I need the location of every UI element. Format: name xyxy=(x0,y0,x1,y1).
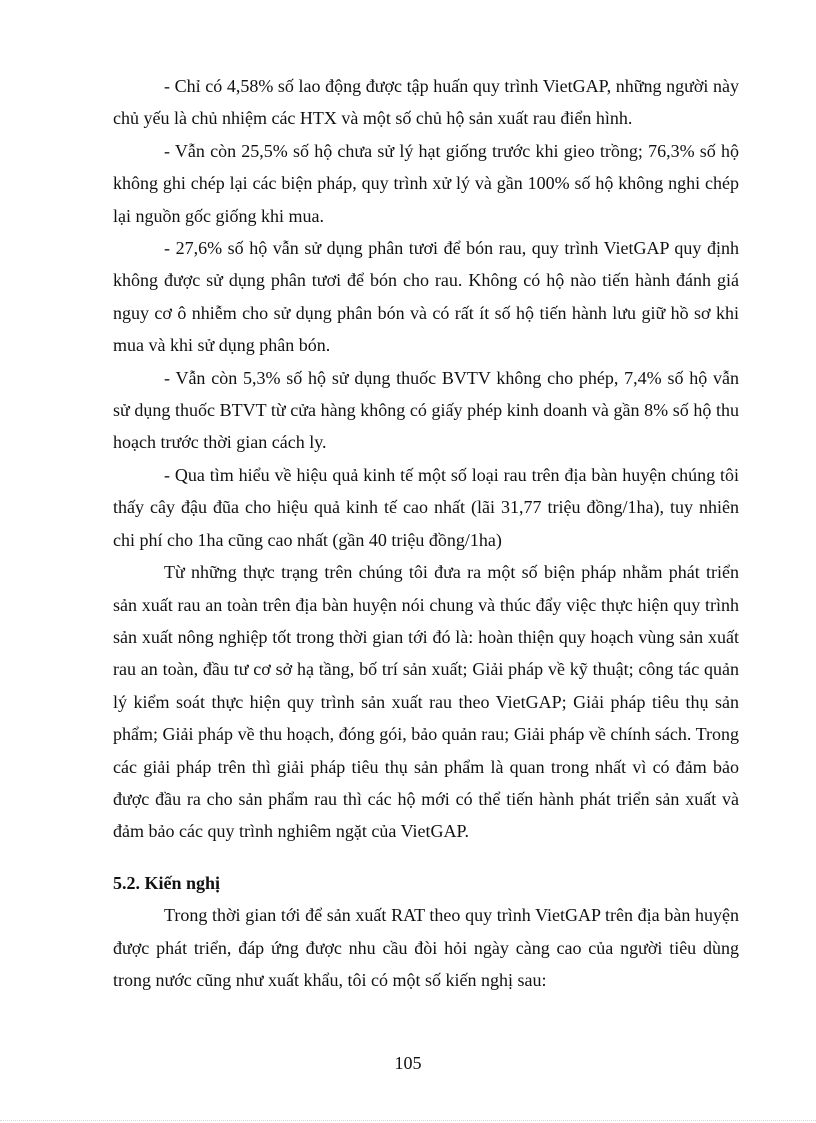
paragraph-solutions-summary: Từ những thực trạng trên chúng tôi đưa ra một số biện pháp nhằm phát triển sản xuất rau an toàn trên địa bàn huyện nói chung và thúc đẩy việc thực hiện quy trình sản xuất nông nghiệp tốt trong thời gian tới đó là: hoàn thiện quy hoạch vùng sản xuất rau an toàn, đầu tư cơ sở hạ tầng, bố trí sản xuất; Giải pháp về kỹ thuật; công tác quản lý kiểm soát thực hiện quy trình sản xuất rau theo VietGAP; Giải pháp tiêu thụ sản phẩm; Giải pháp về thu hoạch, đóng gói, bảo quản rau; Giải pháp về chính sách. Trong các giải pháp trên thì giải pháp tiêu thụ sản phẩm là quan trong nhất vì có đảm bảo được đầu ra cho sản phẩm rau thì các hộ mới có thể tiến hành phát triển sản xuất và đảm bảo các quy trình nghiêm ngặt của VietGAP. xyxy=(113,562,739,842)
paragraph-fresh-manure: - 27,6% số hộ vẫn sử dụng phân tươi để bón rau, quy trình VietGAP quy định không được sử dụng phân tươi để bón cho rau. Không có hộ nào tiến hành đánh giá nguy cơ ô nhiễm cho sử dụng phân bón và có rất ít số hộ tiến hành lưu giữ hồ sơ khi mua và khi sử dụng phân bón. xyxy=(113,238,739,356)
section-heading: 5.2. Kiến nghị xyxy=(113,872,221,893)
paragraph-training-rate: - Chỉ có 4,58% số lao động được tập huấn quy trình VietGAP, những người này chủ yếu là chủ nhiệm các HTX và một số chủ hộ sản xuất rau điển hình. xyxy=(113,76,739,129)
paragraph-economic-efficiency: - Qua tìm hiểu về hiệu quả kinh tế một số loại rau trên địa bàn huyện chúng tôi thấy cây đậu đũa cho hiệu quả kinh tế cao nhất (lãi 31,77 triệu đồng/1ha), tuy nhiên chi phí cho 1ha cũng cao nhất (gần 40 triệu đồng/1ha) xyxy=(113,464,739,550)
paragraph-pesticide-use: - Vẫn còn 5,3% số hộ sử dụng thuốc BVTV không cho phép, 7,4% số hộ vẫn sử dụng thuốc BTVT từ cửa hàng không có giấy phép kinh doanh và gần 8% số hộ thu hoạch trước thời gian cách ly. xyxy=(113,367,739,453)
page-number: 105 xyxy=(394,1053,422,1073)
paragraph-seed-treatment: - Vẫn còn 25,5% số hộ chưa sử lý hạt giống trước khi gieo trồng; 76,3% số hộ không ghi chép lại các biện pháp, quy trình xử lý và gần 100% số hộ không nghi chép lại nguồn gốc giống khi mua. xyxy=(113,140,739,226)
paragraph-recommendations-intro: Trong thời gian tới để sản xuất RAT theo quy trình VietGAP trên địa bàn huyện được phát triển, đáp ứng được nhu cầu đòi hỏi ngày càng cao của người tiêu dùng trong nước cũng như xuất khẩu, tôi có một số kiến nghị sau: xyxy=(113,905,739,990)
page-bottom-divider xyxy=(0,1120,816,1121)
document-page xyxy=(113,70,739,996)
